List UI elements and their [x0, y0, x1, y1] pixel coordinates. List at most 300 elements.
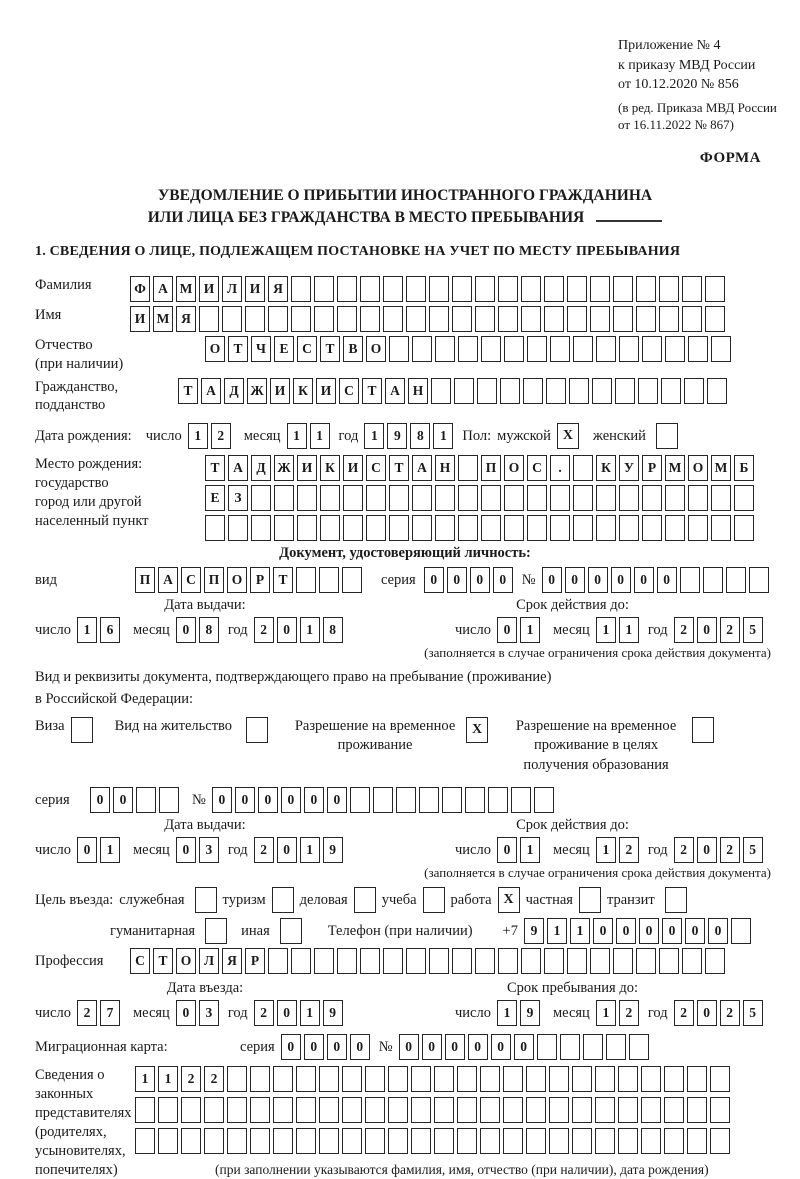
birth-place-row2-boxes[interactable]: [205, 485, 757, 511]
temp-residence-checkbox[interactable]: X: [466, 717, 488, 743]
char-box[interactable]: [337, 948, 357, 974]
char-box[interactable]: [389, 336, 409, 362]
char-box[interactable]: [549, 1097, 569, 1123]
doc-series-boxes[interactable]: [424, 567, 516, 593]
char-box[interactable]: [434, 1128, 454, 1154]
char-box[interactable]: 2: [720, 837, 740, 863]
char-box[interactable]: [659, 306, 679, 332]
char-box[interactable]: 0: [497, 617, 517, 643]
char-box[interactable]: [703, 567, 723, 593]
char-box[interactable]: [319, 1097, 339, 1123]
char-box[interactable]: [250, 1097, 270, 1123]
char-box[interactable]: А: [412, 455, 432, 481]
char-box[interactable]: [664, 1097, 684, 1123]
char-box[interactable]: [250, 1066, 270, 1092]
char-box[interactable]: [573, 455, 593, 481]
char-box[interactable]: [504, 336, 524, 362]
char-box[interactable]: 2: [181, 1066, 201, 1092]
char-box[interactable]: 0: [470, 567, 490, 593]
char-box[interactable]: [521, 306, 541, 332]
char-box[interactable]: [596, 336, 616, 362]
char-box[interactable]: Я: [222, 948, 242, 974]
char-box[interactable]: [342, 1097, 362, 1123]
char-box[interactable]: [429, 276, 449, 302]
char-box[interactable]: [296, 1066, 316, 1092]
char-box[interactable]: [664, 1128, 684, 1154]
char-box[interactable]: [135, 1097, 155, 1123]
doc-valid-month-boxes[interactable]: [596, 617, 642, 643]
char-box[interactable]: [251, 485, 271, 511]
char-box[interactable]: О: [366, 336, 386, 362]
residence-issue-day-boxes[interactable]: [77, 837, 123, 863]
char-box[interactable]: 1: [135, 1066, 155, 1092]
char-box[interactable]: 0: [212, 787, 232, 813]
entry-month-boxes[interactable]: [176, 1000, 222, 1026]
char-box[interactable]: М: [665, 455, 685, 481]
char-box[interactable]: 0: [422, 1034, 442, 1060]
phone-boxes[interactable]: [524, 918, 754, 944]
char-box[interactable]: [435, 485, 455, 511]
char-box[interactable]: [687, 1128, 707, 1154]
char-box[interactable]: [419, 787, 439, 813]
char-box[interactable]: 1: [497, 1000, 517, 1026]
char-box[interactable]: 1: [158, 1066, 178, 1092]
char-box[interactable]: 0: [281, 1034, 301, 1060]
char-box[interactable]: 0: [90, 787, 110, 813]
char-box[interactable]: [388, 1128, 408, 1154]
char-box[interactable]: 1: [100, 837, 120, 863]
surname-boxes[interactable]: [130, 276, 728, 302]
char-box[interactable]: [319, 1128, 339, 1154]
char-box[interactable]: [636, 276, 656, 302]
char-box[interactable]: 0: [593, 918, 613, 944]
char-box[interactable]: 2: [720, 1000, 740, 1026]
char-box[interactable]: 1: [520, 617, 540, 643]
char-box[interactable]: [544, 948, 564, 974]
char-box[interactable]: 0: [542, 567, 562, 593]
char-box[interactable]: [389, 515, 409, 541]
char-box[interactable]: [629, 1034, 649, 1060]
char-box[interactable]: [475, 948, 495, 974]
char-box[interactable]: [504, 515, 524, 541]
char-box[interactable]: Д: [224, 378, 244, 404]
char-box[interactable]: [711, 485, 731, 511]
char-box[interactable]: [615, 378, 635, 404]
char-box[interactable]: Ж: [247, 378, 267, 404]
char-box[interactable]: [682, 948, 702, 974]
char-box[interactable]: [500, 378, 520, 404]
char-box[interactable]: [550, 336, 570, 362]
char-box[interactable]: 1: [300, 617, 320, 643]
char-box[interactable]: [527, 485, 547, 511]
char-box[interactable]: [429, 306, 449, 332]
char-box[interactable]: [661, 378, 681, 404]
char-box[interactable]: [527, 515, 547, 541]
char-box[interactable]: [273, 1097, 293, 1123]
char-box[interactable]: [595, 1128, 615, 1154]
char-box[interactable]: [350, 787, 370, 813]
char-box[interactable]: [465, 787, 485, 813]
char-box[interactable]: 0: [708, 918, 728, 944]
char-box[interactable]: Б: [734, 455, 754, 481]
char-box[interactable]: [297, 515, 317, 541]
char-box[interactable]: [365, 1097, 385, 1123]
char-box[interactable]: [181, 1097, 201, 1123]
char-box[interactable]: [273, 1066, 293, 1092]
char-box[interactable]: Я: [268, 276, 288, 302]
char-box[interactable]: 0: [304, 787, 324, 813]
char-box[interactable]: [590, 306, 610, 332]
char-box[interactable]: 8: [323, 617, 343, 643]
char-box[interactable]: 0: [445, 1034, 465, 1060]
char-box[interactable]: 0: [634, 567, 654, 593]
birth-year-boxes[interactable]: [364, 423, 456, 449]
char-box[interactable]: [573, 485, 593, 511]
char-box[interactable]: П: [135, 567, 155, 593]
char-box[interactable]: [480, 1066, 500, 1092]
char-box[interactable]: 2: [720, 617, 740, 643]
migration-number-boxes[interactable]: [399, 1034, 652, 1060]
char-box[interactable]: [227, 1097, 247, 1123]
migration-series-boxes[interactable]: [281, 1034, 373, 1060]
char-box[interactable]: 0: [327, 1034, 347, 1060]
char-box[interactable]: [343, 485, 363, 511]
doc-valid-year-boxes[interactable]: [674, 617, 766, 643]
char-box[interactable]: 2: [674, 837, 694, 863]
char-box[interactable]: И: [199, 276, 219, 302]
char-box[interactable]: [227, 1128, 247, 1154]
char-box[interactable]: [572, 1128, 592, 1154]
char-box[interactable]: [411, 1066, 431, 1092]
char-box[interactable]: 1: [310, 423, 330, 449]
char-box[interactable]: [205, 515, 225, 541]
char-box[interactable]: [638, 378, 658, 404]
char-box[interactable]: [710, 1128, 730, 1154]
char-box[interactable]: [412, 515, 432, 541]
char-box[interactable]: К: [596, 455, 616, 481]
char-box[interactable]: [291, 276, 311, 302]
char-box[interactable]: [342, 1066, 362, 1092]
stay-day-boxes[interactable]: [497, 1000, 543, 1026]
char-box[interactable]: О: [227, 567, 247, 593]
char-box[interactable]: 0: [497, 837, 517, 863]
char-box[interactable]: [388, 1066, 408, 1092]
char-box[interactable]: [642, 515, 662, 541]
patronymic-boxes[interactable]: [205, 336, 734, 362]
char-box[interactable]: [688, 515, 708, 541]
char-box[interactable]: [291, 948, 311, 974]
char-box[interactable]: [320, 485, 340, 511]
char-box[interactable]: 1: [300, 837, 320, 863]
char-box[interactable]: Т: [389, 455, 409, 481]
char-box[interactable]: 0: [639, 918, 659, 944]
char-box[interactable]: И: [130, 306, 150, 332]
char-box[interactable]: [222, 306, 242, 332]
char-box[interactable]: 8: [410, 423, 430, 449]
residence-issue-year-boxes[interactable]: [254, 837, 346, 863]
char-box[interactable]: [319, 1066, 339, 1092]
char-box[interactable]: 3: [199, 837, 219, 863]
char-box[interactable]: [337, 306, 357, 332]
char-box[interactable]: И: [245, 276, 265, 302]
purpose-study-checkbox[interactable]: [423, 887, 445, 913]
char-box[interactable]: И: [297, 455, 317, 481]
char-box[interactable]: [595, 1097, 615, 1123]
char-box[interactable]: 1: [77, 617, 97, 643]
char-box[interactable]: [503, 1066, 523, 1092]
char-box[interactable]: Р: [245, 948, 265, 974]
char-box[interactable]: [135, 1128, 155, 1154]
sex-female-checkbox[interactable]: [656, 423, 678, 449]
char-box[interactable]: 9: [323, 1000, 343, 1026]
char-box[interactable]: [488, 787, 508, 813]
char-box[interactable]: 1: [547, 918, 567, 944]
char-box[interactable]: 2: [77, 1000, 97, 1026]
char-box[interactable]: [705, 276, 725, 302]
char-box[interactable]: [452, 306, 472, 332]
char-box[interactable]: [477, 378, 497, 404]
char-box[interactable]: [734, 485, 754, 511]
entry-day-boxes[interactable]: [77, 1000, 123, 1026]
char-box[interactable]: [707, 378, 727, 404]
char-box[interactable]: О: [205, 336, 225, 362]
char-box[interactable]: [366, 515, 386, 541]
char-box[interactable]: Я: [176, 306, 196, 332]
char-box[interactable]: [710, 1097, 730, 1123]
char-box[interactable]: .: [550, 455, 570, 481]
char-box[interactable]: 0: [697, 837, 717, 863]
char-box[interactable]: [435, 336, 455, 362]
char-box[interactable]: [411, 1128, 431, 1154]
char-box[interactable]: [434, 1097, 454, 1123]
purpose-transit-checkbox[interactable]: [665, 887, 687, 913]
char-box[interactable]: 0: [350, 1034, 370, 1060]
char-box[interactable]: [613, 948, 633, 974]
char-box[interactable]: Т: [362, 378, 382, 404]
char-box[interactable]: [711, 515, 731, 541]
char-box[interactable]: 0: [611, 567, 631, 593]
char-box[interactable]: [619, 336, 639, 362]
char-box[interactable]: С: [339, 378, 359, 404]
char-box[interactable]: [480, 1097, 500, 1123]
purpose-official-checkbox[interactable]: [195, 887, 217, 913]
char-box[interactable]: [342, 1128, 362, 1154]
char-box[interactable]: [457, 1128, 477, 1154]
char-box[interactable]: [383, 306, 403, 332]
char-box[interactable]: 0: [113, 787, 133, 813]
char-box[interactable]: А: [153, 276, 173, 302]
stay-month-boxes[interactable]: [596, 1000, 642, 1026]
char-box[interactable]: [613, 306, 633, 332]
char-box[interactable]: 0: [277, 1000, 297, 1026]
char-box[interactable]: [688, 336, 708, 362]
char-box[interactable]: Р: [250, 567, 270, 593]
char-box[interactable]: [680, 567, 700, 593]
char-box[interactable]: 0: [235, 787, 255, 813]
char-box[interactable]: И: [343, 455, 363, 481]
char-box[interactable]: Н: [408, 378, 428, 404]
char-box[interactable]: [337, 276, 357, 302]
char-box[interactable]: Н: [435, 455, 455, 481]
char-box[interactable]: А: [385, 378, 405, 404]
char-box[interactable]: [550, 485, 570, 511]
profession-boxes[interactable]: [130, 948, 728, 974]
char-box[interactable]: [429, 948, 449, 974]
char-box[interactable]: [360, 306, 380, 332]
temp-residence-education-checkbox[interactable]: [692, 717, 714, 743]
char-box[interactable]: М: [176, 276, 196, 302]
char-box[interactable]: [396, 787, 416, 813]
char-box[interactable]: [457, 1066, 477, 1092]
char-box[interactable]: Т: [153, 948, 173, 974]
char-box[interactable]: 6: [100, 617, 120, 643]
char-box[interactable]: Т: [320, 336, 340, 362]
char-box[interactable]: 1: [596, 837, 616, 863]
char-box[interactable]: Ф: [130, 276, 150, 302]
char-box[interactable]: [641, 1066, 661, 1092]
doc-number-boxes[interactable]: [542, 567, 772, 593]
char-box[interactable]: И: [316, 378, 336, 404]
char-box[interactable]: [687, 1066, 707, 1092]
char-box[interactable]: [665, 515, 685, 541]
char-box[interactable]: [618, 1128, 638, 1154]
residence-issue-month-boxes[interactable]: [176, 837, 222, 863]
char-box[interactable]: 0: [657, 567, 677, 593]
char-box[interactable]: [360, 276, 380, 302]
char-box[interactable]: [365, 1066, 385, 1092]
char-box[interactable]: [665, 336, 685, 362]
sex-male-checkbox[interactable]: X: [557, 423, 579, 449]
char-box[interactable]: М: [153, 306, 173, 332]
char-box[interactable]: [481, 336, 501, 362]
char-box[interactable]: 2: [211, 423, 231, 449]
char-box[interactable]: [537, 1034, 557, 1060]
char-box[interactable]: [596, 485, 616, 511]
char-box[interactable]: 2: [674, 617, 694, 643]
char-box[interactable]: [388, 1097, 408, 1123]
char-box[interactable]: 2: [204, 1066, 224, 1092]
char-box[interactable]: [320, 515, 340, 541]
char-box[interactable]: [389, 485, 409, 511]
char-box[interactable]: 7: [100, 1000, 120, 1026]
char-box[interactable]: 1: [300, 1000, 320, 1026]
char-box[interactable]: П: [204, 567, 224, 593]
char-box[interactable]: [314, 306, 334, 332]
char-box[interactable]: [619, 485, 639, 511]
char-box[interactable]: [452, 948, 472, 974]
char-box[interactable]: [583, 1034, 603, 1060]
char-box[interactable]: 5: [743, 617, 763, 643]
char-box[interactable]: [606, 1034, 626, 1060]
char-box[interactable]: 1: [619, 617, 639, 643]
char-box[interactable]: [546, 378, 566, 404]
char-box[interactable]: [204, 1097, 224, 1123]
char-box[interactable]: [475, 306, 495, 332]
char-box[interactable]: [642, 336, 662, 362]
char-box[interactable]: С: [181, 567, 201, 593]
char-box[interactable]: О: [688, 455, 708, 481]
char-box[interactable]: [360, 948, 380, 974]
char-box[interactable]: 9: [387, 423, 407, 449]
char-box[interactable]: 2: [619, 1000, 639, 1026]
char-box[interactable]: [411, 1097, 431, 1123]
purpose-business-checkbox[interactable]: [354, 887, 376, 913]
char-box[interactable]: [550, 515, 570, 541]
char-box[interactable]: [454, 378, 474, 404]
char-box[interactable]: [636, 948, 656, 974]
char-box[interactable]: 9: [520, 1000, 540, 1026]
char-box[interactable]: [442, 787, 462, 813]
char-box[interactable]: [572, 1097, 592, 1123]
char-box[interactable]: 1: [188, 423, 208, 449]
char-box[interactable]: 1: [596, 617, 616, 643]
char-box[interactable]: [682, 306, 702, 332]
char-box[interactable]: И: [270, 378, 290, 404]
char-box[interactable]: 0: [327, 787, 347, 813]
char-box[interactable]: 0: [258, 787, 278, 813]
char-box[interactable]: [412, 485, 432, 511]
char-box[interactable]: [572, 1066, 592, 1092]
char-box[interactable]: 0: [616, 918, 636, 944]
char-box[interactable]: 0: [588, 567, 608, 593]
char-box[interactable]: 0: [468, 1034, 488, 1060]
char-box[interactable]: [296, 567, 316, 593]
char-box[interactable]: [314, 276, 334, 302]
char-box[interactable]: [687, 1097, 707, 1123]
char-box[interactable]: 0: [176, 617, 196, 643]
char-box[interactable]: [641, 1097, 661, 1123]
char-box[interactable]: [406, 276, 426, 302]
char-box[interactable]: М: [711, 455, 731, 481]
char-box[interactable]: 1: [570, 918, 590, 944]
char-box[interactable]: [710, 1066, 730, 1092]
residence-series-boxes[interactable]: [90, 787, 182, 813]
char-box[interactable]: [688, 485, 708, 511]
char-box[interactable]: [159, 787, 179, 813]
char-box[interactable]: 0: [493, 567, 513, 593]
char-box[interactable]: Д: [251, 455, 271, 481]
char-box[interactable]: [705, 948, 725, 974]
purpose-tourism-checkbox[interactable]: [272, 887, 294, 913]
char-box[interactable]: 2: [254, 617, 274, 643]
char-box[interactable]: Л: [222, 276, 242, 302]
char-box[interactable]: [573, 515, 593, 541]
purpose-private-checkbox[interactable]: [579, 887, 601, 913]
char-box[interactable]: [503, 1128, 523, 1154]
char-box[interactable]: [682, 276, 702, 302]
char-box[interactable]: [458, 485, 478, 511]
char-box[interactable]: А: [228, 455, 248, 481]
representatives-row1-boxes[interactable]: [135, 1066, 733, 1092]
char-box[interactable]: [412, 336, 432, 362]
char-box[interactable]: О: [176, 948, 196, 974]
char-box[interactable]: [549, 1066, 569, 1092]
char-box[interactable]: [659, 276, 679, 302]
char-box[interactable]: 9: [323, 837, 343, 863]
char-box[interactable]: 1: [520, 837, 540, 863]
doc-issue-month-boxes[interactable]: [176, 617, 222, 643]
char-box[interactable]: [526, 1128, 546, 1154]
char-box[interactable]: [297, 485, 317, 511]
char-box[interactable]: [342, 567, 362, 593]
char-box[interactable]: У: [619, 455, 639, 481]
char-box[interactable]: К: [293, 378, 313, 404]
char-box[interactable]: 0: [424, 567, 444, 593]
char-box[interactable]: 0: [399, 1034, 419, 1060]
char-box[interactable]: 0: [277, 617, 297, 643]
char-box[interactable]: 8: [199, 617, 219, 643]
char-box[interactable]: [158, 1128, 178, 1154]
